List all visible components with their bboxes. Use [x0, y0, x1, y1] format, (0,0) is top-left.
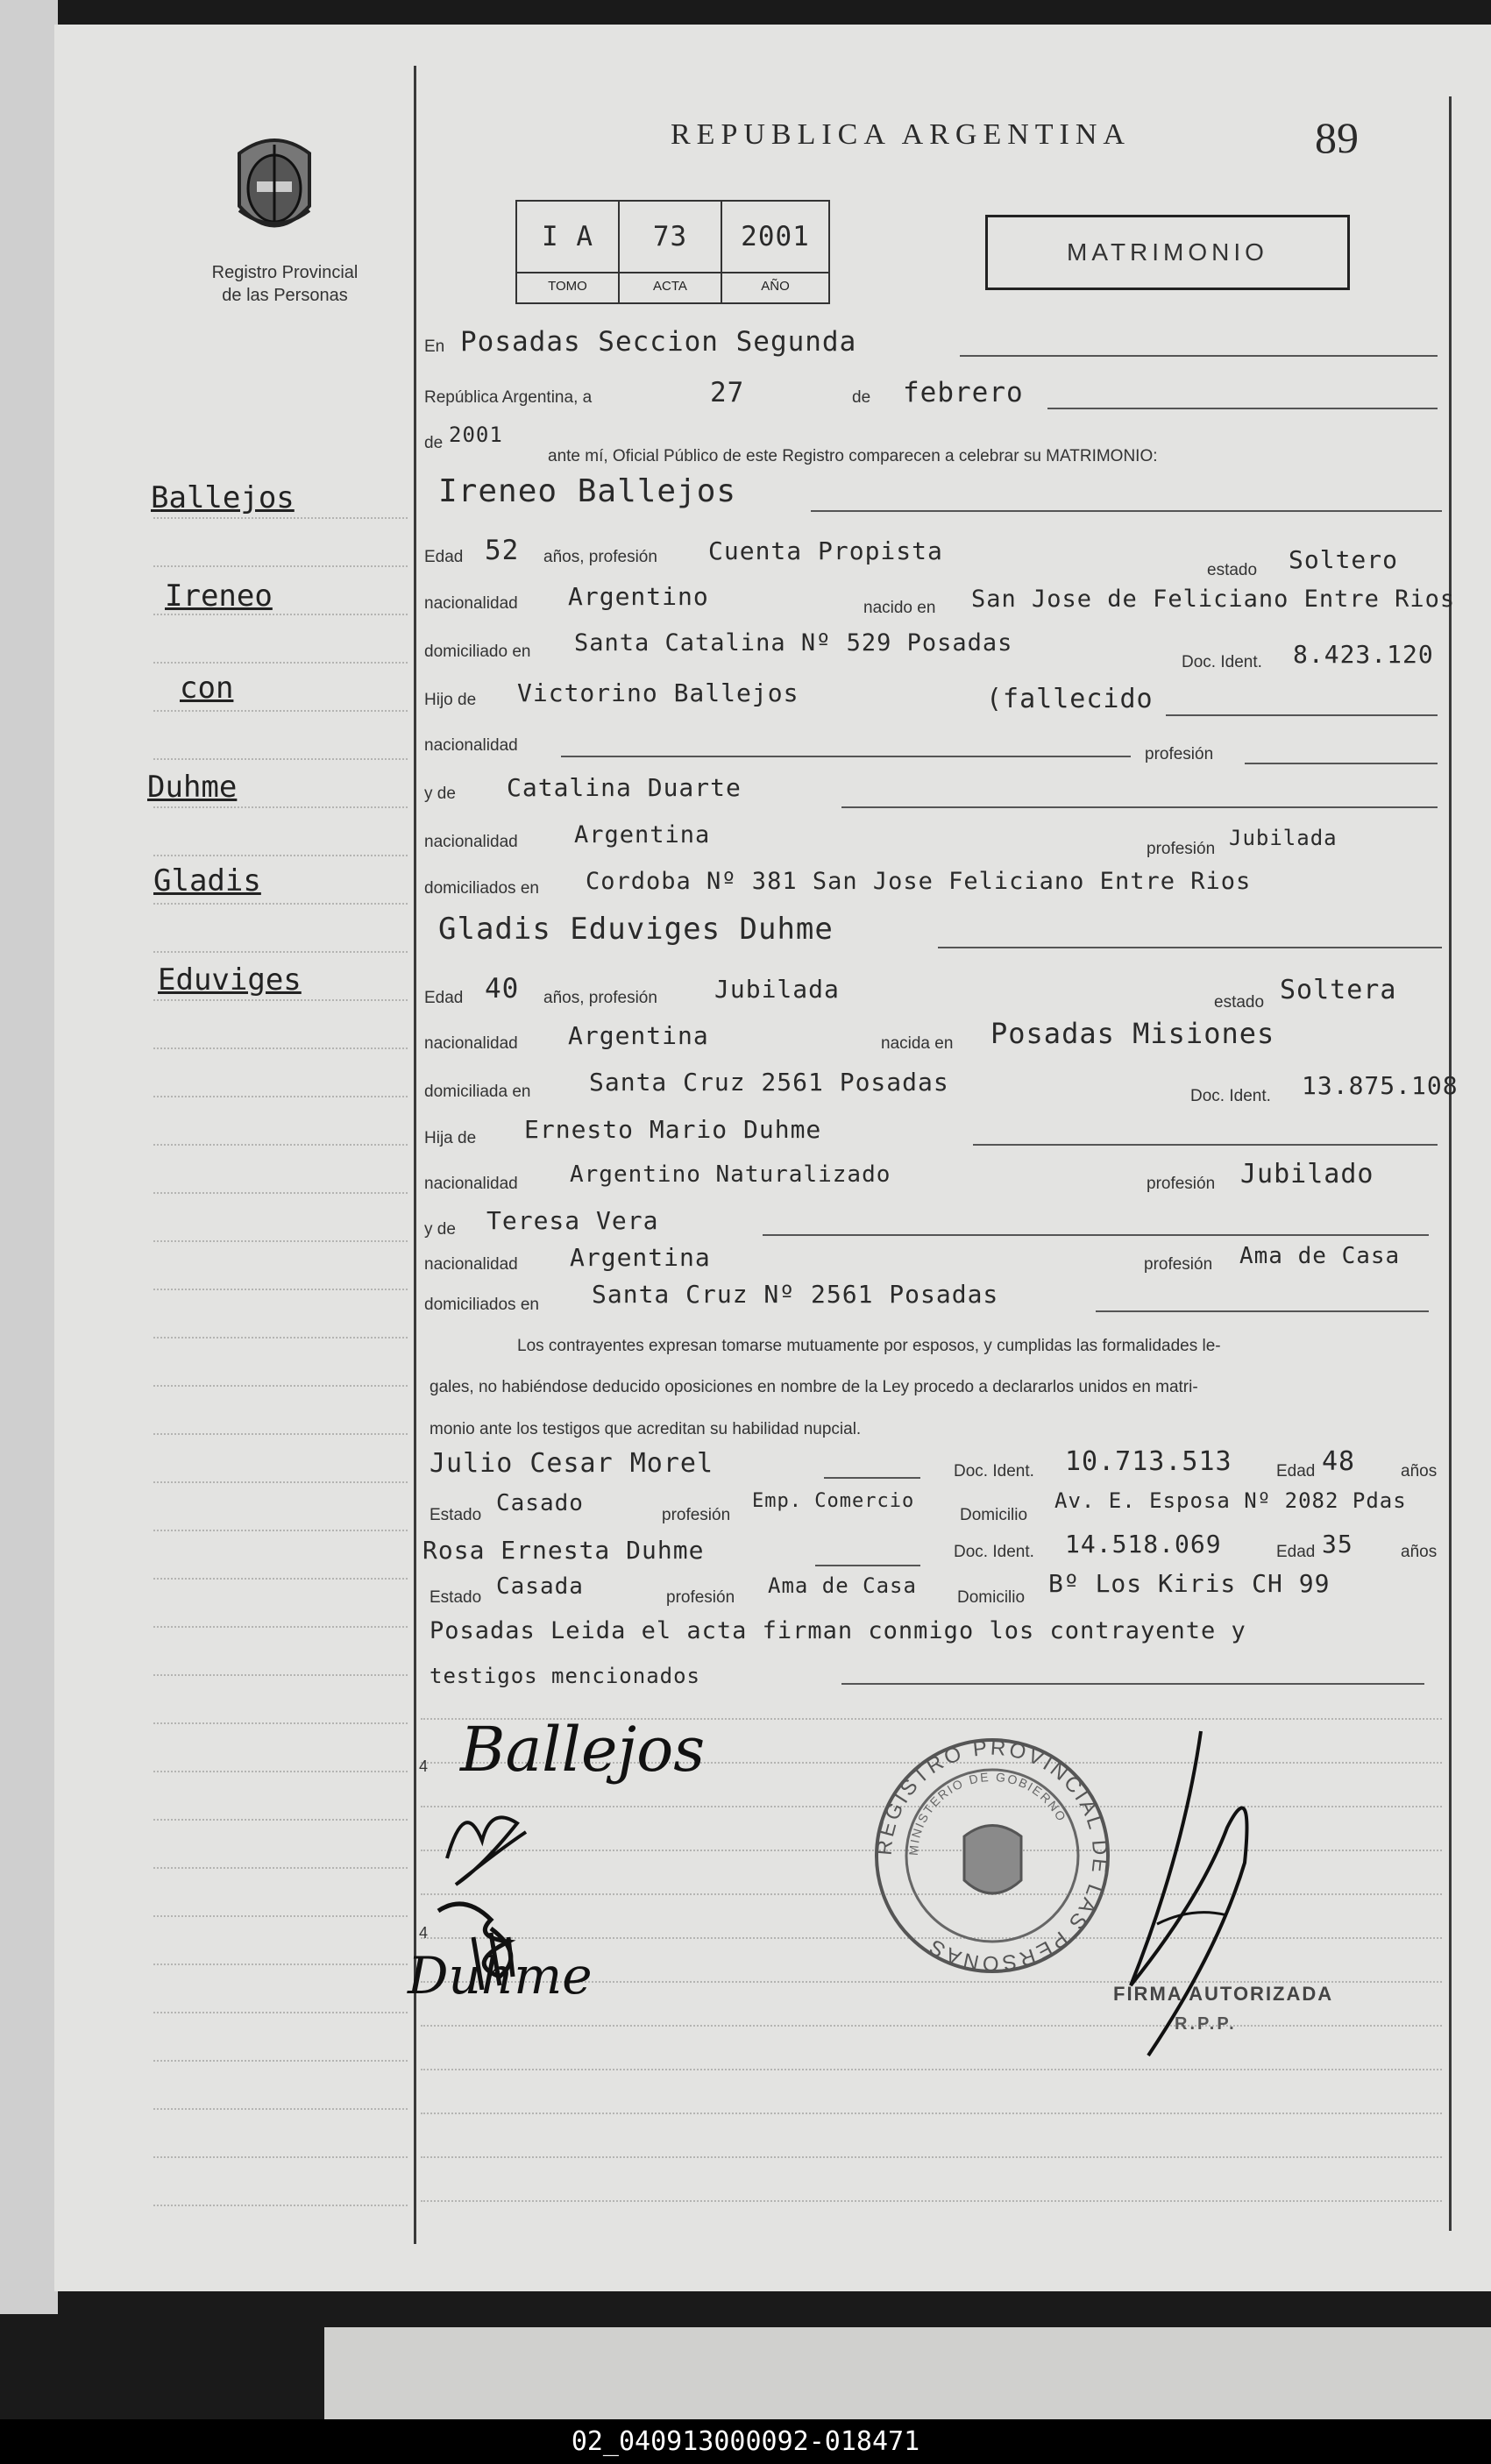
statement-line2: gales, no habiéndose deducido oposiciones en nombre de la Ley procedo a declararlos unidos en matri- — [430, 1378, 1198, 1396]
label-en: En — [424, 337, 445, 356]
image-id-footer: 02_040913000092-018471 — [0, 2419, 1491, 2464]
margin-rule-line — [153, 662, 408, 664]
bride-age: 40 — [485, 973, 520, 1005]
year-value: 2001 — [449, 423, 503, 447]
closing-line2: testigos mencionados — [430, 1664, 700, 1688]
label-doc-groom: Doc. Ident. — [1182, 653, 1262, 671]
back-page-edge — [0, 0, 58, 2314]
bride-birthplace: Posadas Misiones — [990, 1017, 1275, 1050]
bride-father-nationality: Argentino Naturalizado — [570, 1161, 891, 1188]
margin-second-name-bride: Eduviges — [158, 962, 302, 998]
bride-parents-fill — [1096, 1310, 1429, 1312]
groom-address: Santa Catalina Nº 529 Posadas — [574, 629, 1013, 657]
margin-rule-line — [153, 614, 408, 615]
label-estado-groom: estado — [1207, 561, 1258, 579]
witness2-doc: 14.518.069 — [1065, 1530, 1222, 1559]
margin-surname-bride: Duhme — [147, 770, 238, 805]
body-rule-line — [421, 2113, 1442, 2114]
place-fill-line — [960, 355, 1438, 357]
witness1-status: Casado — [496, 1490, 584, 1516]
statement-line1: Los contrayentes expresan tomarse mutuamente por esposos, y cumplidas las formalidades le- — [517, 1337, 1221, 1355]
bride-name: Gladis Eduviges Duhme — [438, 912, 834, 947]
closing-line1: Posadas Leida el acta firman conmigo los contrayente y — [430, 1617, 1246, 1644]
margin-rule-line — [153, 1337, 408, 1339]
margin-connector: con — [180, 671, 234, 706]
bride-doc: 13.875.108 — [1302, 1071, 1459, 1100]
groom-profession: Cuenta Propista — [708, 536, 943, 565]
margin-name-bride: Gladis — [153, 863, 261, 898]
month-value: febrero — [903, 377, 1024, 408]
body-rule-line — [421, 2156, 1442, 2158]
margin-rule-line — [153, 1963, 408, 1965]
margin-rule-line — [153, 2108, 408, 2110]
seal-outer-text: REGISTRO PROVINCIAL DE LAS PERSONAS — [872, 1736, 1112, 1976]
groom-parents-address: Cordoba Nº 381 San Jose Feliciano Entre Rios — [586, 868, 1252, 895]
bride-mother: Teresa Vera — [486, 1206, 659, 1235]
registry-seal — [872, 1736, 1113, 1977]
witness2-name-fill — [815, 1565, 920, 1566]
margin-rule-line — [153, 1047, 408, 1049]
label-ante-mi: ante mí, Oficial Público de este Registro comparecen a celebrar su MATRIMONIO: — [548, 447, 1158, 465]
bride-signature: Duhme — [408, 1946, 593, 2006]
groom-father: Victorino Ballejos — [517, 678, 799, 707]
groom-father-note: (fallecido — [986, 684, 1154, 714]
place-value: Posadas Seccion Segunda — [460, 326, 857, 358]
day-value: 27 — [710, 377, 745, 408]
reference-box — [515, 200, 830, 304]
label-y-de-groom: y de — [424, 785, 456, 803]
bride-profession: Jubilada — [714, 975, 840, 1004]
label-profesion-witness1: profesión — [662, 1506, 731, 1524]
margin-rule-line — [153, 1578, 408, 1580]
margin-rule-line — [153, 1819, 408, 1821]
tomo-value: I A — [542, 221, 593, 252]
tomo-label: TOMO — [517, 272, 618, 294]
acta-label: ACTA — [620, 272, 721, 294]
margin-rule-line — [153, 565, 408, 567]
label-nacionalidad-groom: nacionalidad — [424, 594, 518, 613]
margin-rule-line — [153, 2012, 408, 2013]
signature-mark-1: 4 — [419, 1757, 429, 1775]
margin-rule-line — [153, 1289, 408, 1290]
witness2-name: Rosa Ernesta Duhme — [422, 1536, 705, 1565]
margin-rule-line — [153, 1433, 408, 1435]
label-edad-bride: Edad — [424, 989, 464, 1007]
label-republica: República Argentina, a — [424, 388, 593, 407]
bride-father-profession: Jubilado — [1240, 1159, 1374, 1189]
margin-rule-line — [153, 2060, 408, 2062]
label-hija-de: Hija de — [424, 1129, 477, 1147]
margin-rule-line — [153, 1867, 408, 1869]
margin-rule-line — [153, 1771, 408, 1772]
label-domiciliada-en: domiciliada en — [424, 1083, 531, 1101]
margin-name-groom: Ireneo — [165, 579, 273, 614]
witness1-address: Av. E. Esposa Nº 2082 Pdas — [1054, 1488, 1407, 1513]
groom-signature: Ballejos — [460, 1714, 706, 1786]
groom-name-fill — [811, 510, 1442, 512]
margin-rule-line — [153, 951, 408, 953]
label-estado-bride: estado — [1214, 993, 1265, 1012]
label-profesion-bride-mother: profesión — [1144, 1255, 1213, 1274]
signature-mark-2: 4 — [419, 1924, 429, 1942]
label-anos-profesion-groom: años, profesión — [543, 548, 657, 566]
groom-doc: 8.423.120 — [1293, 640, 1434, 669]
registry-name-line1: Registro Provincial — [211, 263, 359, 282]
acta-value: 73 — [652, 221, 688, 252]
groom-nationality: Argentino — [568, 582, 709, 611]
label-nacionalidad-mother: nacionalidad — [424, 833, 518, 851]
label-de: de — [852, 388, 871, 407]
label-nacido-en: nacido en — [863, 599, 936, 617]
month-fill-line — [1047, 408, 1438, 409]
label-anos-witness2: años — [1401, 1543, 1438, 1561]
witness2-address: Bº Los Kiris CH 99 — [1048, 1569, 1331, 1598]
margin-rule-line — [153, 1915, 408, 1917]
label-profesion-mother: profesión — [1147, 840, 1216, 858]
label-profesion-bride-father: profesión — [1147, 1175, 1216, 1193]
margin-rule-line — [153, 2205, 408, 2206]
margin-rule-line — [153, 1674, 408, 1676]
registry-name-line2: de las Personas — [222, 286, 348, 305]
label-nacionalidad-father: nacionalidad — [424, 736, 518, 755]
label-domicilio-witness2: Domicilio — [957, 1588, 1026, 1607]
bride-mother-profession: Ama de Casa — [1239, 1243, 1401, 1269]
page-number: 89 — [1315, 113, 1359, 162]
label-domicilio-witness1: Domicilio — [960, 1506, 1028, 1524]
margin-rule-line — [153, 1626, 408, 1628]
groom-mother-profession: Jubilada — [1229, 826, 1338, 850]
margin-rule-line — [153, 1240, 408, 1242]
label-doc-bride: Doc. Ident. — [1190, 1087, 1271, 1105]
label-de-year: de — [424, 434, 444, 452]
bride-name-fill — [938, 947, 1442, 948]
label-anos-profesion-bride: años, profesión — [543, 989, 657, 1007]
label-edad-groom: Edad — [424, 548, 464, 566]
witness1-doc: 10.713.513 — [1065, 1446, 1232, 1477]
bride-father: Ernesto Mario Duhme — [524, 1115, 822, 1144]
next-page-edge — [324, 2327, 1491, 2432]
margin-rule-line — [153, 1385, 408, 1387]
margin-rule-line — [153, 999, 408, 1001]
witness1-age: 48 — [1322, 1446, 1356, 1477]
father-note-fill — [1166, 714, 1438, 716]
label-domiciliados-en-groom: domiciliados en — [424, 879, 539, 898]
groom-age: 52 — [485, 535, 520, 566]
ano-value: 2001 — [741, 221, 810, 252]
margin-rule-line — [153, 2156, 408, 2158]
margin-rule-line — [153, 1481, 408, 1483]
groom-mother-nationality: Argentina — [574, 821, 711, 849]
stamp-line1: FIRMA AUTORIZADA — [1113, 1983, 1334, 2005]
ano-cell — [722, 202, 828, 302]
label-edad-witness2: Edad — [1276, 1543, 1316, 1561]
margin-rule-line — [153, 1144, 408, 1146]
act-type-box: MATRIMONIO — [985, 215, 1350, 290]
label-nacida-en: nacida en — [881, 1034, 954, 1053]
label-anos-witness1: años — [1401, 1462, 1438, 1481]
margin-rule-line — [153, 1530, 408, 1531]
margin-surname-groom: Ballejos — [151, 480, 295, 515]
margin-rule-line — [153, 806, 408, 808]
margin-rule-line — [153, 1096, 408, 1097]
witness2-status: Casada — [496, 1573, 584, 1600]
witness2-profession: Ama de Casa — [768, 1573, 917, 1598]
groom-birthplace: San Jose de Feliciano Entre Rios — [971, 586, 1456, 613]
statement-line3: monio ante los testigos que acreditan su habilidad nupcial. — [430, 1420, 862, 1438]
label-domiciliado-en: domiciliado en — [424, 643, 531, 661]
bride-nationality: Argentina — [568, 1021, 709, 1050]
father-nationality-fill — [561, 756, 1131, 757]
groom-name: Ireneo Ballejos — [438, 473, 737, 509]
bride-mother-nationality: Argentina — [570, 1243, 711, 1272]
bride-father-fill — [973, 1144, 1438, 1146]
label-nacionalidad-bride-father: nacionalidad — [424, 1175, 518, 1193]
label-estado-witness1: Estado — [430, 1506, 482, 1524]
margin-rule-line — [153, 758, 408, 760]
label-domiciliados-en-bride: domiciliados en — [424, 1296, 539, 1314]
bride-civil-status: Soltera — [1280, 975, 1397, 1005]
bride-address: Santa Cruz 2561 Posadas — [589, 1068, 949, 1097]
margin-rule-line — [153, 1192, 408, 1194]
label-edad-witness1: Edad — [1276, 1462, 1316, 1481]
margin-rule-line — [153, 710, 408, 712]
margin-rule-line — [153, 903, 408, 905]
margin-rule-line — [153, 517, 408, 519]
coat-of-arms-icon — [222, 127, 327, 245]
closing-fill — [841, 1683, 1424, 1685]
ano-label: AÑO — [722, 272, 828, 294]
groom-mother-fill — [841, 806, 1438, 808]
label-nacionalidad-bride-mother: nacionalidad — [424, 1255, 518, 1274]
margin-rule-line — [153, 1722, 408, 1724]
witness1-name: Julio Cesar Morel — [430, 1448, 714, 1479]
bride-parents-address: Santa Cruz Nº 2561 Posadas — [592, 1280, 999, 1309]
label-hijo-de: Hijo de — [424, 691, 477, 709]
country-heading: REPUBLICA ARGENTINA — [671, 118, 1131, 151]
label-profesion-father: profesión — [1145, 745, 1214, 763]
father-profession-fill — [1245, 763, 1438, 764]
tomo-cell — [517, 202, 620, 302]
groom-mother: Catalina Duarte — [507, 773, 742, 802]
groom-civil-status: Soltero — [1289, 545, 1399, 574]
bride-mother-fill — [763, 1234, 1429, 1236]
body-rule-line — [421, 2200, 1442, 2202]
label-profesion-witness2: profesión — [666, 1588, 735, 1607]
witness1-profession: Emp. Comercio — [752, 1490, 915, 1512]
seal-inner-text: MINISTERIO DE GOBIERNO — [905, 1769, 1070, 1857]
label-doc-witness2: Doc. Ident. — [954, 1543, 1034, 1561]
stamp-line2: R.P.P. — [1175, 2014, 1237, 2034]
acta-cell — [620, 202, 722, 302]
label-y-de-bride: y de — [424, 1220, 456, 1239]
margin-rule-line — [153, 855, 408, 856]
label-doc-witness1: Doc. Ident. — [954, 1462, 1034, 1481]
label-nacionalidad-bride: nacionalidad — [424, 1034, 518, 1053]
right-frame-line — [1449, 96, 1452, 2231]
witness2-age: 35 — [1322, 1530, 1353, 1559]
label-estado-witness2: Estado — [430, 1588, 482, 1607]
witness1-name-fill — [824, 1477, 920, 1479]
